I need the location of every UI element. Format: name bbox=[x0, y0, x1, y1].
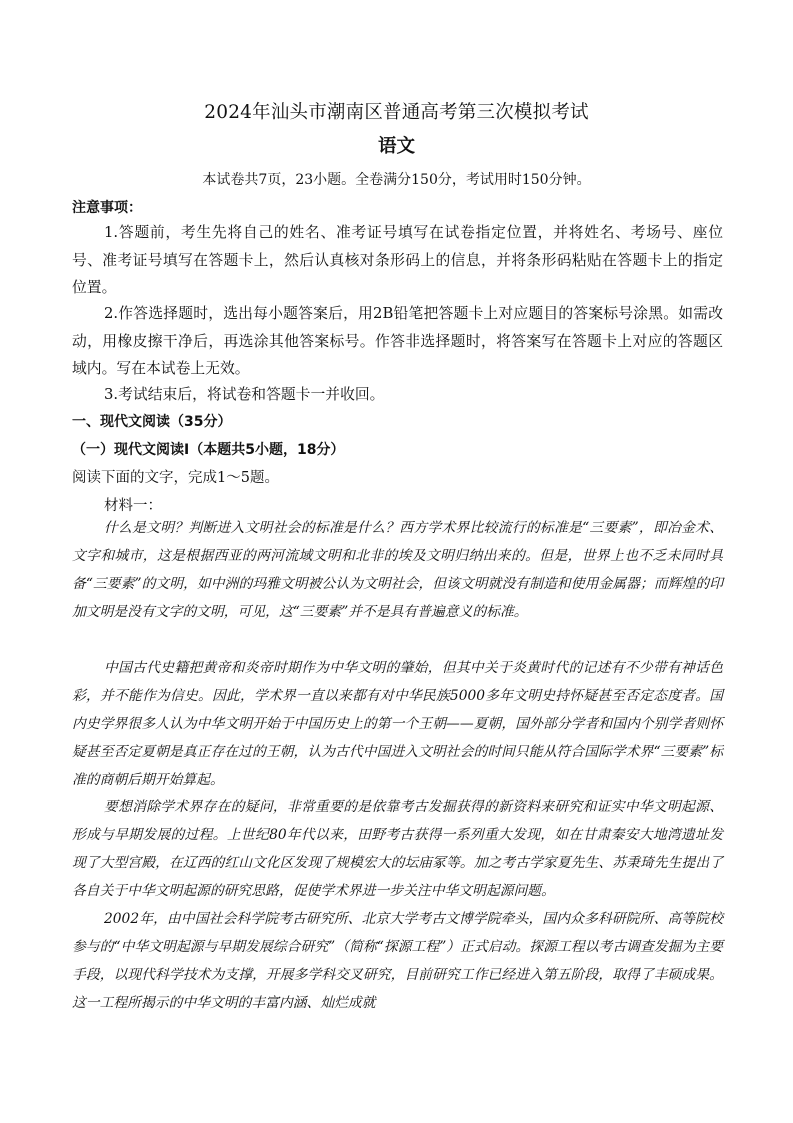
passage-paragraph-2: 中国古代史籍把黄帝和炎帝时期作为中华文明的肇始，但其中关于炎黄时代的记述有不少带有神话色彩，并不能作为信史。因此，学术界一直以来都有对中华民族5000多年文明史持怀疑甚至否定态度者。国内史学界很多人认为中华文明开始于中国历史上的第一个王朝——夏朝，国外部分学者和国内个别学者则怀疑甚至否定夏朝是真正存在过的王朝，认为古代中国进入文明社会的时间只能从符合国际学术界“三要素”标准的商朝后期开始算起。 bbox=[72, 660, 723, 788]
notice-item-1: 1.答题前，考生先将自己的姓名、准考证号填写在试卷指定位置，并将姓名、考场号、座位号、准考证号填写在答题卡上，然后认真核对条形码上的信息，并将条形码粘贴在答题卡上的指定位置。 bbox=[72, 224, 723, 297]
material-label: 材料一： bbox=[104, 498, 162, 514]
exam-subject: 语文 bbox=[377, 136, 415, 157]
passage-paragraph-4: 2002年，由中国社会科学院考古研究所、北京大学考古文博学院牵头，国内众多科研院所、高等院校参与的“中华文明起源与早期发展综合研究”（简称“探源工程”）正式启动。探源工程以考古调查发掘为主要手段，以现代科学技术为支撑，开展多学科交叉研究，目前研究工作已经进入第五阶段，取得了丰硕成果。这一工程所揭示的中华文明的丰富内涵、灿烂成就 bbox=[72, 911, 723, 1011]
passage-paragraph-3: 要想消除学术界存在的疑问，非常重要的是依靠考古发掘获得的新资料来研究和证实中华文明起源、形成与早期发展的过程。上世纪80年代以来，田野考古获得一系列重大发现，如在甘肃秦安大地湾遗址发现了大型宫殿，在辽西的红山文化区发现了规模宏大的坛庙冢等。加之考古学家夏先生、苏秉琦先生提出了各自关于中华文明起源的研究思路，促使学术界进一步关注中华文明起源问题。 bbox=[72, 799, 723, 899]
notice-item-3: 3.考试结束后，将试卷和答题卡一并收回。 bbox=[104, 386, 385, 403]
notice-item-2: 2.作答选择题时，选出每小题答案后，用2B铅笔把答题卡上对应题目的答案标号涂黑。如需改动，用橡皮擦干净后，再选涂其他答案标号。作答非选择题时，将答案写在答题卡上对应的答题区域内。写在本试卷上无效。 bbox=[72, 305, 723, 378]
notice-heading: 注意事项： bbox=[72, 200, 142, 216]
exam-intro: 本试卷共7页，23小题。全卷满分150分，考试用时150分钟。 bbox=[202, 172, 591, 188]
exam-title: 2024年汕头市潮南区普通高考第三次模拟考试 bbox=[204, 102, 589, 123]
section-heading: 一、现代文阅读（35分） bbox=[72, 414, 232, 430]
section-sub-heading: （一）现代文阅读I（本题共5小题，18分） bbox=[72, 442, 345, 458]
section-instruction: 阅读下面的文字，完成1～5题。 bbox=[72, 470, 279, 486]
passage-paragraph-1: 什么是文明？判断进入文明社会的标准是什么？西方学术界比较流行的标准是“三要素”，即冶金术、文字和城市，这是根据西亚的两河流域文明和北非的埃及文明归纳出来的。但是，世界上也不乏未同时具备“三要素”的文明，如中洲的玛雅文明被公认为文明社会，但该文明就没有制造和使用金属器；而辉煌的印加文明是没有文字的文明，可见，这“三要素”并不是具有普遍意义的标准。 bbox=[72, 520, 723, 620]
